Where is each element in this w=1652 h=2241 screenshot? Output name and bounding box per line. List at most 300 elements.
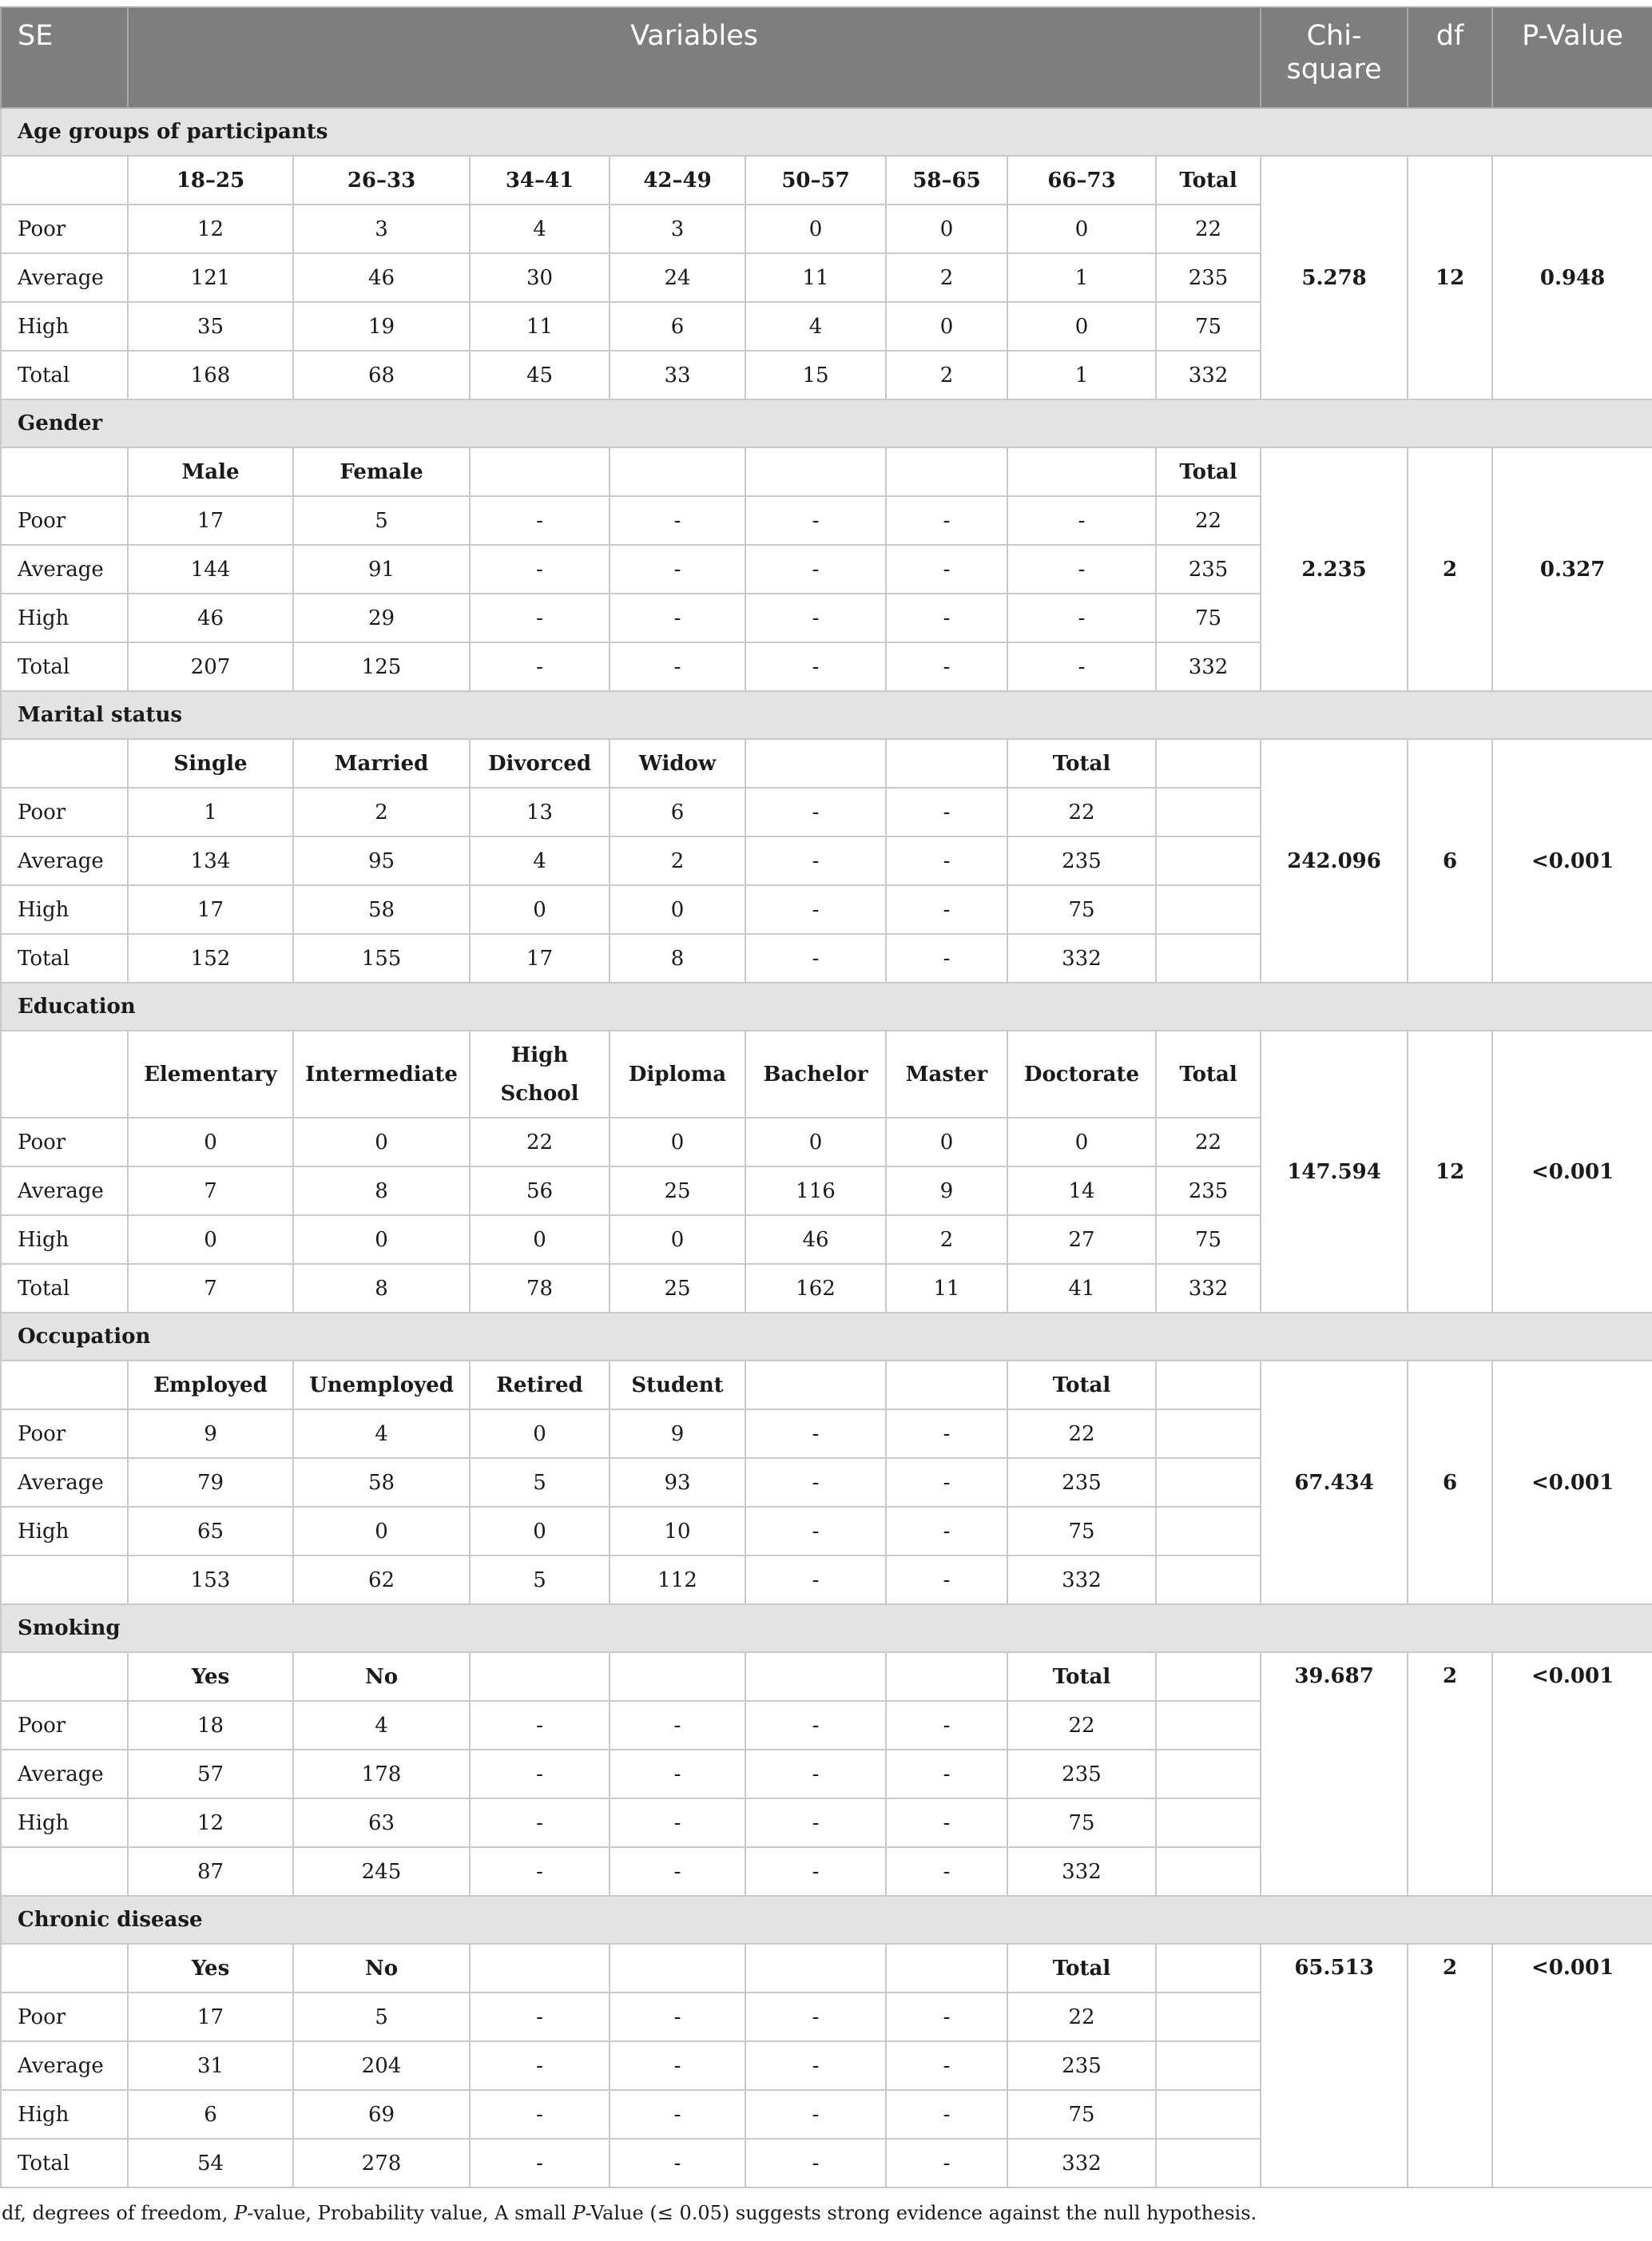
table-cell: 278 [293, 2139, 470, 2187]
column-header: 34–41 [470, 156, 610, 205]
row-label: Total [1, 351, 128, 399]
row-label: Average [1, 545, 128, 594]
df-value: 12 [1408, 1031, 1492, 1313]
table-cell: 75 [1007, 1798, 1156, 1847]
row-label: High [1, 1507, 128, 1556]
table-cell: 62 [293, 1556, 470, 1604]
table-cell: 56 [470, 1166, 610, 1215]
table-cell: 93 [610, 1458, 745, 1507]
table-cell: 12 [128, 205, 293, 253]
table-cell: 46 [745, 1215, 886, 1264]
table-cell: - [886, 1409, 1007, 1458]
table-cell: 0 [886, 302, 1007, 351]
section-header-row [1, 108, 1652, 156]
column-header: No [293, 1944, 470, 1993]
section-title: Occupation [1, 1313, 1652, 1361]
table-cell: 121 [128, 253, 293, 302]
column-header: Total [1156, 156, 1261, 205]
table-cell: - [610, 1993, 745, 2041]
column-header: Single [128, 739, 293, 788]
p-value: <0.001 [1492, 1944, 1652, 2187]
table-cell [1156, 788, 1261, 836]
column-header [610, 1944, 745, 1993]
table-cell [1156, 934, 1261, 983]
table-cell: 27 [1007, 1215, 1156, 1264]
column-header: Intermediate [293, 1031, 470, 1118]
table-cell: 0 [293, 1215, 470, 1264]
table-cell: 30 [470, 253, 610, 302]
column-header: Total [1007, 1652, 1156, 1701]
table-cell: 24 [610, 253, 745, 302]
table-cell: 178 [293, 1750, 470, 1798]
column-header [470, 1652, 610, 1701]
table-cell: - [470, 594, 610, 642]
table-cell [1156, 1993, 1261, 2041]
table-cell: 5 [293, 496, 470, 545]
table-cell: 1 [1007, 253, 1156, 302]
section-header-row [1, 399, 1652, 447]
table-cell: - [886, 1507, 1007, 1556]
table-cell: 22 [1007, 1701, 1156, 1750]
table-cell: 4 [470, 205, 610, 253]
table-cell: 46 [128, 594, 293, 642]
table-cell: - [610, 1701, 745, 1750]
table-cell: 0 [470, 885, 610, 934]
table-cell: 9 [128, 1409, 293, 1458]
table-cell: - [886, 2139, 1007, 2187]
column-header: Total [1156, 447, 1261, 496]
chi-value: 5.278 [1261, 156, 1408, 399]
table-cell: 14 [1007, 1166, 1156, 1215]
table-cell: 58 [293, 885, 470, 934]
table-cell: - [886, 788, 1007, 836]
table-cell: - [470, 1701, 610, 1750]
row-label: High [1, 1215, 128, 1264]
row-label [1, 1847, 128, 1896]
table-cell: 6 [610, 788, 745, 836]
table-cell: 235 [1007, 1750, 1156, 1798]
table-cell: 22 [1007, 788, 1156, 836]
table-cell: 75 [1156, 302, 1261, 351]
table-cell: 152 [128, 934, 293, 983]
table-cell: 25 [610, 1264, 745, 1313]
row-label-blank [1, 156, 128, 205]
table-body [1, 108, 1652, 2187]
table-cell: 17 [470, 934, 610, 983]
table-cell: 125 [293, 642, 470, 691]
row-label: Total [1, 642, 128, 691]
table-cell: 3 [610, 205, 745, 253]
column-header [470, 447, 610, 496]
section-title: Chronic disease [1, 1896, 1652, 1944]
table-cell: 2 [886, 1215, 1007, 1264]
section-title: Marital status [1, 691, 1652, 739]
table-cell: 6 [128, 2090, 293, 2139]
table-cell [1156, 836, 1261, 885]
table-cell [1156, 1798, 1261, 1847]
row-label: Poor [1, 1409, 128, 1458]
column-header [745, 1944, 886, 1993]
column-header [1156, 1652, 1261, 1701]
row-label: Average [1, 1750, 128, 1798]
table-cell: 29 [293, 594, 470, 642]
table-cell: - [886, 934, 1007, 983]
column-header [886, 447, 1007, 496]
table-cell: 22 [1156, 1118, 1261, 1166]
table-cell: 35 [128, 302, 293, 351]
table-cell: 5 [470, 1458, 610, 1507]
table-cell: 15 [745, 351, 886, 399]
table-cell: 0 [610, 1118, 745, 1166]
table-cell: - [610, 1750, 745, 1798]
table-cell: - [886, 642, 1007, 691]
table-cell: - [470, 496, 610, 545]
table-cell: - [745, 594, 886, 642]
table-cell: 6 [610, 302, 745, 351]
table-cell: 41 [1007, 1264, 1156, 1313]
table-cell: - [886, 594, 1007, 642]
table-cell: 91 [293, 545, 470, 594]
column-header: 18–25 [128, 156, 293, 205]
table-cell: - [470, 1750, 610, 1798]
column-header [1007, 447, 1156, 496]
table-cell: 22 [1156, 205, 1261, 253]
table-cell: 19 [293, 302, 470, 351]
row-label: Average [1, 2041, 128, 2090]
section-title: Education [1, 983, 1652, 1031]
table-cell: - [886, 1458, 1007, 1507]
table-cell: 22 [1007, 1409, 1156, 1458]
table-cell: 11 [886, 1264, 1007, 1313]
table-cell: 3 [293, 205, 470, 253]
column-header [886, 1944, 1007, 1993]
table-cell: - [886, 496, 1007, 545]
table-cell: 0 [886, 205, 1007, 253]
df-value: 6 [1408, 739, 1492, 983]
table-cell: - [470, 2139, 610, 2187]
table-cell: 0 [470, 1215, 610, 1264]
table-cell: - [745, 836, 886, 885]
table-cell: - [610, 545, 745, 594]
table-cell: 235 [1007, 1458, 1156, 1507]
column-header: Doctorate [1007, 1031, 1156, 1118]
header-row [1, 7, 1652, 108]
column-header: Yes [128, 1944, 293, 1993]
column-header: Total [1007, 739, 1156, 788]
table-cell: 5 [470, 1556, 610, 1604]
table-cell: 78 [470, 1264, 610, 1313]
column-header: No [293, 1652, 470, 1701]
column-header: Bachelor [745, 1031, 886, 1118]
row-label: Poor [1, 205, 128, 253]
column-header: Elementary [128, 1031, 293, 1118]
table-cell: - [470, 1847, 610, 1896]
table-cell: 2 [886, 253, 1007, 302]
table-cell: - [610, 1847, 745, 1896]
table-cell: - [745, 1750, 886, 1798]
table-cell: 46 [293, 253, 470, 302]
header-df: df [1408, 7, 1492, 108]
table-cell: - [886, 1993, 1007, 2041]
table-cell: - [470, 1798, 610, 1847]
table-cell: - [745, 2041, 886, 2090]
table-cell: - [1007, 642, 1156, 691]
column-header: Male [128, 447, 293, 496]
table-cell [1156, 2090, 1261, 2139]
table-cell: 332 [1007, 934, 1156, 983]
section-header-row [1, 691, 1652, 739]
column-header: 42–49 [610, 156, 745, 205]
table-cell: - [745, 788, 886, 836]
table-cell: 22 [1007, 1993, 1156, 2041]
table-cell: - [745, 1847, 886, 1896]
table-cell: - [886, 1750, 1007, 1798]
table-cell: 45 [470, 351, 610, 399]
column-header [1156, 739, 1261, 788]
table-cell: 68 [293, 351, 470, 399]
table-cell: - [1007, 496, 1156, 545]
table-cell: 2 [886, 351, 1007, 399]
table-cell: 204 [293, 2041, 470, 2090]
table-cell: 17 [128, 1993, 293, 2041]
table-cell: 332 [1007, 2139, 1156, 2187]
table-cell: 332 [1007, 1847, 1156, 1896]
table-cell: 0 [886, 1118, 1007, 1166]
table-cell: 0 [610, 885, 745, 934]
table-cell: - [610, 2090, 745, 2139]
table-cell: 332 [1156, 351, 1261, 399]
table-cell: 1 [1007, 351, 1156, 399]
column-header: Employed [128, 1361, 293, 1409]
row-label: High [1, 2090, 128, 2139]
section-title: Gender [1, 399, 1652, 447]
table-cell: 54 [128, 2139, 293, 2187]
table-cell: - [470, 642, 610, 691]
table-cell: 116 [745, 1166, 886, 1215]
table-cell: 5 [293, 1993, 470, 2041]
table-cell: 9 [610, 1409, 745, 1458]
results-table [0, 6, 1652, 2188]
table-cell: 13 [470, 788, 610, 836]
table-cell: 17 [128, 885, 293, 934]
section-title: Age groups of participants [1, 108, 1652, 156]
table-cell: 332 [1156, 1264, 1261, 1313]
table-cell: 207 [128, 642, 293, 691]
column-header-row [1, 1652, 1652, 1701]
p-value: <0.001 [1492, 1031, 1652, 1313]
table-cell: - [886, 1556, 1007, 1604]
column-header [745, 1652, 886, 1701]
table-cell: 87 [128, 1847, 293, 1896]
table-cell: - [745, 2090, 886, 2139]
table-cell: - [745, 1993, 886, 2041]
table-cell: - [470, 2041, 610, 2090]
chi-value: 67.434 [1261, 1361, 1408, 1604]
column-header: Master [886, 1031, 1007, 1118]
row-label-blank [1, 1944, 128, 1993]
row-label: Average [1, 1458, 128, 1507]
section-header-row [1, 1604, 1652, 1652]
column-header: 26–33 [293, 156, 470, 205]
p-value: <0.001 [1492, 1652, 1652, 1896]
table-cell: 95 [293, 836, 470, 885]
table-cell: 235 [1156, 1166, 1261, 1215]
table-cell: 0 [293, 1507, 470, 1556]
table-cell: - [745, 1701, 886, 1750]
column-header: Female [293, 447, 470, 496]
column-header: Diploma [610, 1031, 745, 1118]
table-cell: - [745, 642, 886, 691]
table-cell: 0 [745, 205, 886, 253]
row-label: High [1, 594, 128, 642]
row-label-blank [1, 447, 128, 496]
table-cell [1156, 1556, 1261, 1604]
table-cell: 0 [610, 1215, 745, 1264]
p-value: 0.948 [1492, 156, 1652, 399]
table-cell: 58 [293, 1458, 470, 1507]
table-cell: - [470, 2090, 610, 2139]
row-label [1, 1556, 128, 1604]
table-footnote: df, degrees of freedom, P-value, Probability value, A small P-Value (≤ 0.05) suggests strong evidence against the null hypothesis. [2, 2202, 1257, 2224]
table-cell: - [745, 1798, 886, 1847]
row-label-blank [1, 1031, 128, 1118]
column-header: 50–57 [745, 156, 886, 205]
table-cell: - [886, 545, 1007, 594]
column-header: Total [1007, 1361, 1156, 1409]
column-header: 66–73 [1007, 156, 1156, 205]
table-cell: 22 [1156, 496, 1261, 545]
column-header: Yes [128, 1652, 293, 1701]
row-label: Total [1, 2139, 128, 2187]
table-cell: 0 [1007, 302, 1156, 351]
column-header: Unemployed [293, 1361, 470, 1409]
column-header: 58–65 [886, 156, 1007, 205]
row-label: High [1, 885, 128, 934]
table-cell: - [745, 1507, 886, 1556]
table-cell: - [610, 496, 745, 545]
table-cell: 0 [293, 1118, 470, 1166]
table-cell: 63 [293, 1798, 470, 1847]
table-cell: - [745, 1409, 886, 1458]
column-header [1156, 1361, 1261, 1409]
df-value: 2 [1408, 447, 1492, 691]
table-cell: - [886, 2041, 1007, 2090]
table-cell: - [745, 1458, 886, 1507]
df-value: 2 [1408, 1944, 1492, 2187]
chi-value: 2.235 [1261, 447, 1408, 691]
row-label: Poor [1, 1993, 128, 2041]
table-cell: 8 [293, 1166, 470, 1215]
column-header [745, 447, 886, 496]
table-cell: - [610, 594, 745, 642]
table-cell: 168 [128, 351, 293, 399]
table-cell: 8 [610, 934, 745, 983]
table-cell: 11 [745, 253, 886, 302]
table-cell: 18 [128, 1701, 293, 1750]
table-cell: 0 [128, 1215, 293, 1264]
df-value: 6 [1408, 1361, 1492, 1604]
table-cell [1156, 1409, 1261, 1458]
table-cell: 162 [745, 1264, 886, 1313]
table-cell: 0 [1007, 205, 1156, 253]
table-cell: 17 [128, 496, 293, 545]
table-cell: - [886, 1701, 1007, 1750]
table-cell: - [745, 934, 886, 983]
chi-value: 39.687 [1261, 1652, 1408, 1896]
column-header: Married [293, 739, 470, 788]
column-header-row [1, 156, 1652, 205]
table-cell: 25 [610, 1166, 745, 1215]
table-cell: 332 [1156, 642, 1261, 691]
column-header [745, 1361, 886, 1409]
row-label: Poor [1, 788, 128, 836]
table-cell: 332 [1007, 1556, 1156, 1604]
table-cell: - [610, 2041, 745, 2090]
table-cell: 112 [610, 1556, 745, 1604]
df-value: 12 [1408, 156, 1492, 399]
column-header [470, 1944, 610, 1993]
section-header-row [1, 1313, 1652, 1361]
table-cell: 22 [470, 1118, 610, 1166]
table-cell: - [886, 1798, 1007, 1847]
column-header: Student [610, 1361, 745, 1409]
table-cell [1156, 1750, 1261, 1798]
table-cell: 31 [128, 2041, 293, 2090]
column-header [886, 739, 1007, 788]
column-header: High School [470, 1031, 610, 1118]
column-header [610, 1652, 745, 1701]
table-cell: - [610, 2139, 745, 2187]
table-cell: 4 [293, 1409, 470, 1458]
table-cell: 155 [293, 934, 470, 983]
table-cell: - [886, 1847, 1007, 1896]
column-header-row [1, 1031, 1652, 1118]
table-cell: 75 [1007, 2090, 1156, 2139]
table-cell: 4 [470, 836, 610, 885]
row-label-blank [1, 1361, 128, 1409]
table-cell: 33 [610, 351, 745, 399]
table-cell: - [886, 836, 1007, 885]
table-cell: 235 [1007, 836, 1156, 885]
p-value: <0.001 [1492, 1361, 1652, 1604]
column-header-row [1, 1944, 1652, 1993]
header-chi-square: Chi-square [1261, 7, 1408, 108]
df-value: 2 [1408, 1652, 1492, 1896]
row-label: Average [1, 1166, 128, 1215]
table-cell: 4 [745, 302, 886, 351]
table-cell: 8 [293, 1264, 470, 1313]
table-cell: - [470, 545, 610, 594]
table-cell: 0 [128, 1118, 293, 1166]
table-cell: - [745, 545, 886, 594]
row-label: Poor [1, 1118, 128, 1166]
row-label-blank [1, 1652, 128, 1701]
table-cell: - [745, 496, 886, 545]
table-cell: 134 [128, 836, 293, 885]
row-label: Average [1, 836, 128, 885]
column-header [1156, 1944, 1261, 1993]
table-cell [1156, 1458, 1261, 1507]
row-label: High [1, 1798, 128, 1847]
table-cell: 2 [610, 836, 745, 885]
table-cell: 235 [1007, 2041, 1156, 2090]
table-cell [1156, 885, 1261, 934]
section-header-row [1, 1896, 1652, 1944]
chi-value: 65.513 [1261, 1944, 1408, 2187]
table-cell: 69 [293, 2090, 470, 2139]
table-cell: 75 [1156, 594, 1261, 642]
section-title: Smoking [1, 1604, 1652, 1652]
